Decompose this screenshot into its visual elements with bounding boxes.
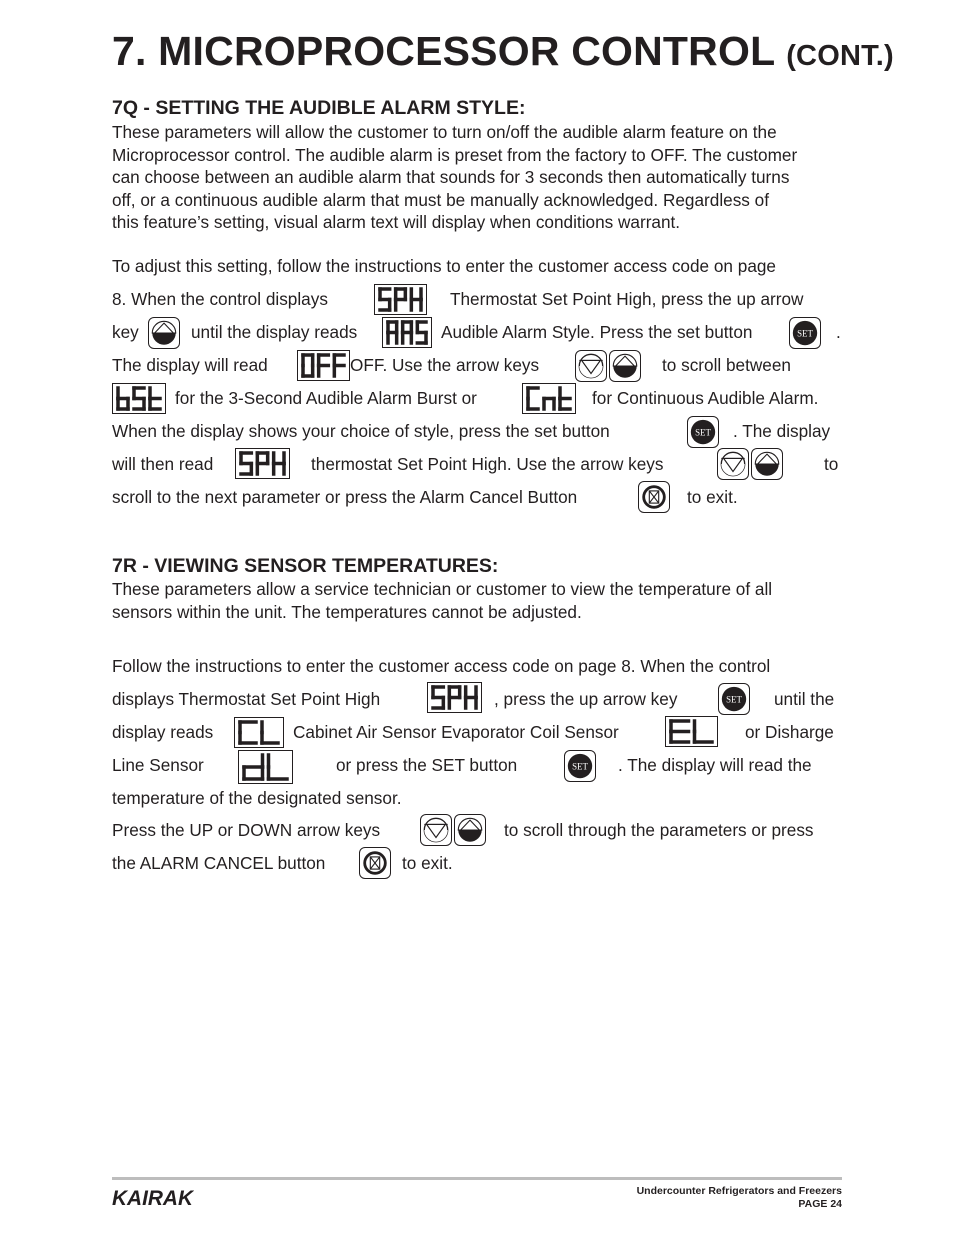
section-q-line [112, 283, 842, 316]
text-run: . [836, 322, 841, 342]
text-run: 8. When the control displays [112, 289, 328, 309]
lcd-display-cnt [522, 383, 576, 414]
text-run: the ALARM CANCEL button [112, 853, 326, 873]
section-q-line [112, 481, 842, 514]
footer-product: Undercounter Refrigerators and Freezers [636, 1185, 842, 1197]
text-run: Line Sensor [112, 755, 204, 775]
lcd-display-sph [374, 284, 427, 315]
text-run: or Disharge [745, 722, 834, 742]
lcd-display-aas [382, 317, 432, 348]
text-run: OFF. Use the arrow keys [350, 355, 540, 375]
text-run: . The display [733, 421, 831, 441]
section-q-line [112, 448, 842, 481]
text-run: Cabinet Air Sensor Evaporator Coil Sensor [293, 722, 619, 742]
section-r-line [112, 683, 842, 716]
text-run: thermostat Set Point High. Use the arrow keys [311, 454, 664, 474]
alarm-cancel-button-icon [359, 847, 391, 879]
section-r-line [112, 814, 842, 847]
text-run: to exit. [687, 487, 738, 507]
section-r-line [112, 782, 842, 815]
text-run: for the 3-Second Audible Alarm Burst or [175, 388, 477, 408]
text-run: will then read [112, 454, 214, 474]
text-run: to exit. [402, 853, 453, 873]
text-run: Thermostat Set Point High, press the up arrow [450, 289, 804, 309]
alarm-cancel-button-icon [638, 481, 670, 513]
section-r-line [112, 650, 842, 683]
section-r-line [112, 716, 842, 749]
up-arrow-button-icon [148, 317, 180, 349]
lcd-display-bst [112, 383, 166, 414]
text-run: to scroll between [662, 355, 791, 375]
lcd-display-cl [234, 717, 284, 748]
text-run: to scroll through the parameters or press [504, 820, 814, 840]
page-title-suffix: (CONT.) [786, 40, 894, 72]
section-q-intro-line: off, or a continuous audible alarm that must be manually acknowledged. Regardless of [112, 189, 770, 210]
lcd-display-dl [238, 750, 293, 784]
lcd-display-off [297, 350, 350, 381]
text-run: The display will read [112, 355, 268, 375]
up-arrow-button-icon [609, 350, 641, 382]
section-r-line [112, 847, 842, 880]
section-r-line [112, 749, 842, 782]
text-run: Follow the instructions to enter the customer access code on page 8. When the control [112, 656, 771, 676]
set-button-icon [789, 317, 821, 349]
lcd-display-el [665, 716, 718, 747]
lcd-display-sph [235, 448, 290, 479]
text-run: . The display will read the [618, 755, 812, 775]
text-run: displays Thermostat Set Point High [112, 689, 381, 709]
svg-text:SET: SET [572, 761, 588, 772]
svg-text:SET: SET [797, 328, 813, 339]
down-arrow-button-icon [420, 814, 452, 846]
kairak-logo [112, 1186, 194, 1208]
set-button-icon [564, 750, 596, 782]
section-r-intro-line: sensors within the unit. The temperatures cannot be adjusted. [112, 601, 582, 622]
text-run: scroll to the next parameter or press the Alarm Cancel Button [112, 487, 578, 507]
text-run: until the [774, 689, 835, 709]
section-q-heading: 7Q - SETTING THE AUDIBLE ALARM STYLE: [112, 97, 526, 119]
text-run: , press the up arrow key [494, 689, 678, 709]
footer-rule [112, 1177, 842, 1180]
section-q-line [112, 250, 842, 283]
section-q-intro-line: can choose between an audible alarm that sounds for 3 seconds then automatically turns [112, 167, 790, 187]
up-arrow-button-icon [751, 448, 783, 480]
text-run: to [824, 454, 839, 474]
section-q-line [112, 382, 842, 415]
brand-logo-text: KAIRAK [112, 1187, 194, 1208]
text-run: Audible Alarm Style. Press the set button [441, 322, 753, 342]
text-run: until the display reads [191, 322, 358, 342]
text-run: temperature of the designated sensor. [112, 788, 402, 808]
down-arrow-button-icon [717, 448, 749, 480]
section-q-line [112, 415, 842, 448]
text-run: To adjust this setting, follow the instructions to enter the customer access code on page [112, 256, 776, 276]
section-r-intro-line: These parameters allow a service technician or customer to view the temperature of all [112, 579, 773, 599]
text-run: display reads [112, 722, 214, 742]
section-r-heading: 7R - VIEWING SENSOR TEMPERATURES: [112, 555, 499, 577]
text-run: key [112, 322, 139, 342]
svg-text:SET: SET [726, 694, 742, 705]
text-run: for Continuous Audible Alarm. [592, 388, 819, 408]
footer-page-number: PAGE 24 [798, 1198, 842, 1210]
section-q-intro-line: Microprocessor control. The audible alarm is preset from the factory to OFF. The customer [112, 144, 798, 165]
section-q-line [112, 349, 842, 382]
page-title-main: 7. MICROPROCESSOR CONTROL [112, 28, 775, 74]
page-title [112, 28, 894, 79]
down-arrow-button-icon [575, 350, 607, 382]
section-q-intro-line: this feature’s setting, visual alarm text will display when conditions warrant. [112, 212, 681, 232]
svg-text:SET: SET [695, 427, 711, 438]
text-run: When the display shows your choice of style, press the set button [112, 421, 610, 441]
text-run: Press the UP or DOWN arrow keys [112, 820, 381, 840]
set-button-icon [687, 416, 719, 448]
section-r-intro [112, 578, 842, 623]
text-run: or press the SET button [336, 755, 518, 775]
section-q-intro-line: These parameters will allow the customer to turn on/off the audible alarm feature on the [112, 122, 777, 142]
set-button-icon [718, 683, 750, 715]
up-arrow-button-icon [454, 814, 486, 846]
section-q-intro [112, 121, 842, 234]
section-q-line [112, 316, 842, 349]
lcd-display-sph [427, 682, 482, 713]
